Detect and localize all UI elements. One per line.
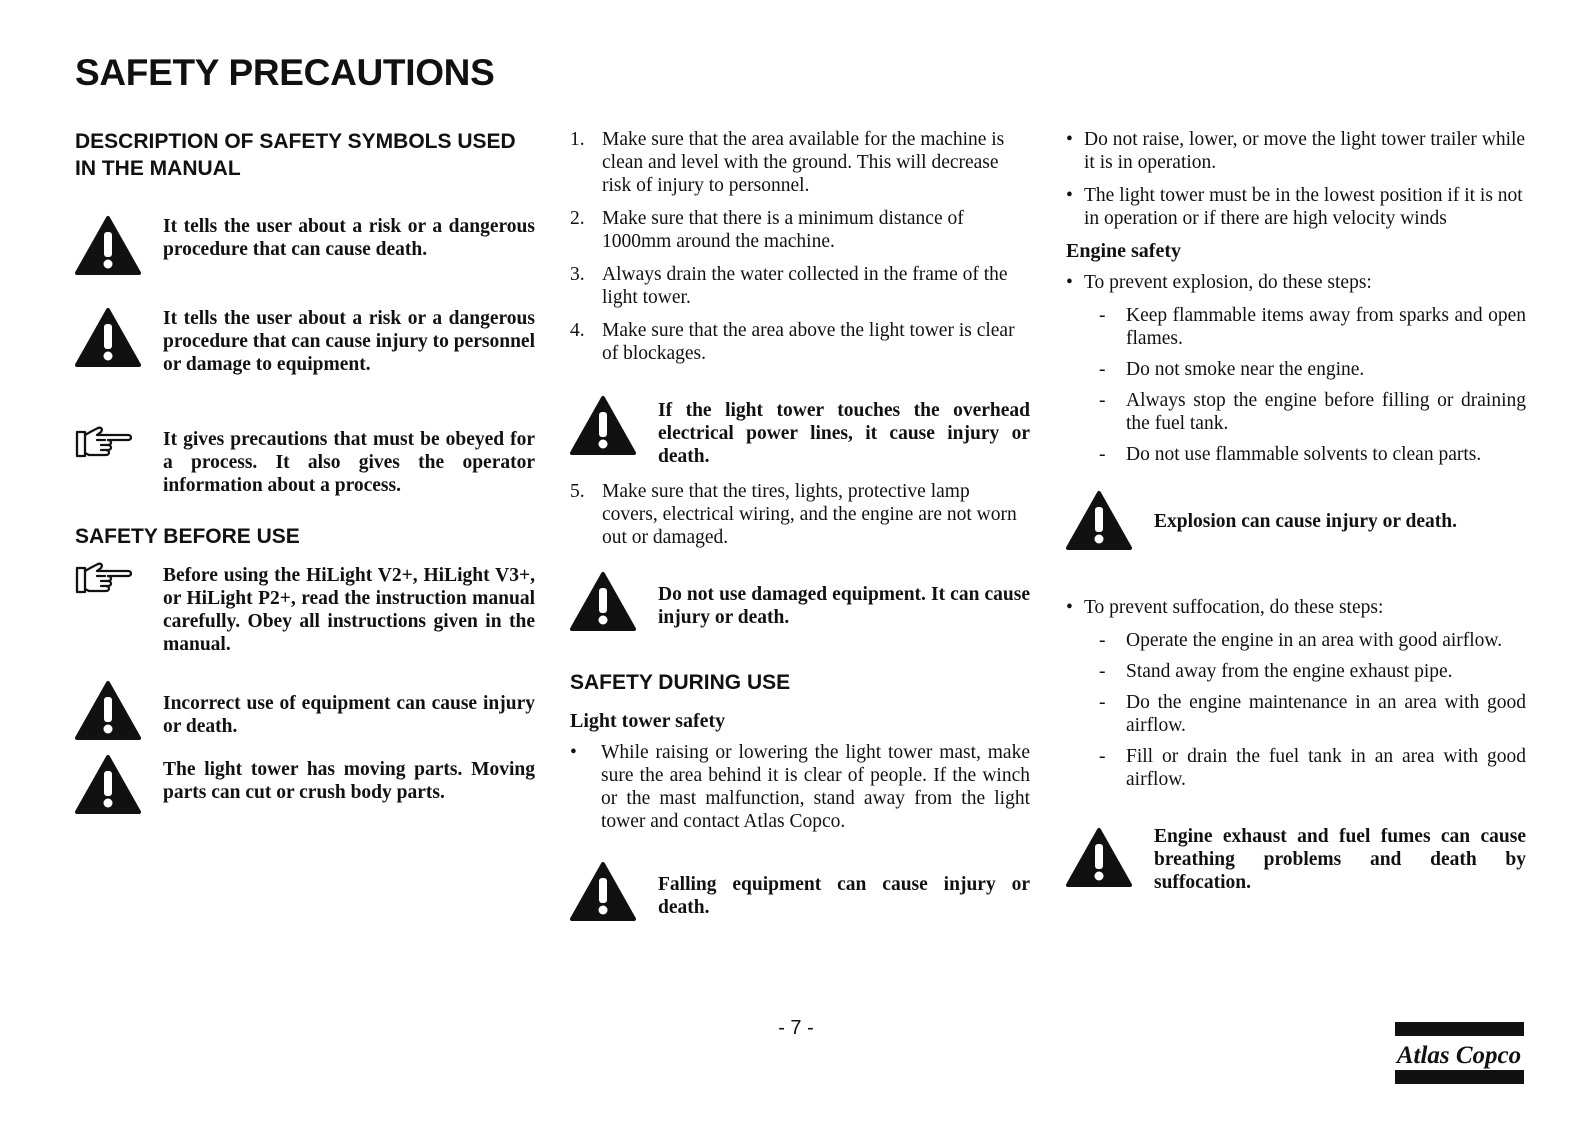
incorrect-use-warning	[75, 692, 535, 748]
dash-item: - Do not smoke near the engine.	[1099, 359, 1365, 380]
pointing-hand-icon	[75, 426, 133, 460]
bullet-item: • While raising or lowering the light tower mast, make sure the area behind it is clear of people. If the winch or the mast malfunction, stand away from the light tower and contact Atlas Copco.	[570, 742, 1030, 833]
column-left	[75, 128, 535, 814]
light-tower-safety-subheading: Light tower safety	[570, 710, 726, 733]
safety-before-use-heading: SAFETY BEFORE USE	[75, 524, 300, 548]
warning-text: Engine exhaust and fuel fumes can cause breathing problems and death by suffocation.	[1154, 826, 1526, 893]
dash-item: - Stand away from the engine exhaust pipe.	[1099, 661, 1453, 682]
warning-icon	[1066, 827, 1132, 887]
warning-text: Incorrect use of equipment can cause injury or death.	[163, 692, 535, 737]
numbered-step: 2. Make sure that there is a minimum distance of 1000mm around the machine.	[570, 208, 964, 252]
symbol-description: It tells the user about a risk or a dangerous procedure that can cause death.	[163, 215, 535, 260]
numbered-step: 1. Make sure that the area available for the machine is clean and level with the ground. This will decrease risk of injury to personnel.	[570, 129, 1005, 196]
explosion-warning	[1066, 510, 1526, 566]
warning-icon	[75, 307, 141, 367]
bullet-item: • The light tower must be in the lowest position if it is not in operation or if there are high velocity winds	[1066, 185, 1523, 229]
bullet-item: • To prevent explosion, do these steps:	[1066, 272, 1372, 293]
symbol-description: It tells the user about a risk or a dangerous procedure that can cause injury to personnel or damage to equipment.	[163, 307, 535, 375]
warning-text: Falling equipment can cause injury or death.	[658, 874, 1030, 919]
engine-safety-subheading: Engine safety	[1066, 240, 1181, 262]
power-lines-warning	[570, 399, 1030, 468]
warning-icon	[75, 215, 141, 275]
bullet-item: • Do not raise, lower, or move the light tower trailer while it is in operation.	[1066, 129, 1526, 173]
numbered-step: 5. Make sure that the tires, lights, protective lamp covers, electrical wiring, and the engine are not worn out or damaged.	[570, 481, 1017, 548]
warning-text: Explosion can cause injury or death.	[1154, 511, 1458, 532]
warning-text: The light tower has moving parts. Moving parts can cut or crush body parts.	[163, 758, 535, 803]
dash-item: - Operate the engine in an area with good airflow.	[1099, 630, 1503, 651]
dash-item: - Fill or drain the fuel tank in an area with good airflow.	[1099, 746, 1526, 790]
page-number: - 7 -	[778, 1017, 814, 1039]
symbol-description: It gives precautions that must be obeyed for a process. It also gives the operator information about a process.	[163, 428, 535, 496]
dash-item: - Do the engine maintenance in an area with good airflow.	[1099, 692, 1526, 736]
dash-item: - Keep flammable items away from sparks and open flames.	[1099, 305, 1526, 349]
svg-text:Atlas Copco: Atlas Copco	[1396, 1042, 1522, 1069]
warning-text: Do not use damaged equipment. It can cause injury or death.	[658, 584, 1030, 628]
page-title: SAFETY PRECAUTIONS	[75, 52, 495, 93]
pointing-hand-icon	[75, 562, 133, 596]
moving-parts-warning	[75, 758, 535, 814]
warning-icon	[570, 395, 636, 455]
symbol-precaution	[75, 428, 535, 497]
safety-during-use-heading: SAFETY DURING USE	[570, 671, 791, 694]
bullet-item: • To prevent suffocation, do these steps:	[1066, 597, 1384, 618]
warning-icon	[1066, 490, 1132, 550]
warning-text: If the light tower touches the overhead electrical power lines, it cause injury or death.	[658, 400, 1030, 467]
read-manual-note	[75, 564, 535, 656]
warning-icon	[570, 571, 636, 631]
numbered-step: 3. Always drain the water collected in the frame of the light tower.	[570, 264, 1008, 308]
numbered-step: 4. Make sure that the area above the light tower is clear of blockages.	[570, 320, 1015, 364]
symbol-injury	[75, 307, 535, 376]
symbols-heading: DESCRIPTION OF SAFETY SYMBOLS USED IN THE MANUAL	[75, 130, 516, 181]
falling-equipment-warning	[570, 873, 1030, 929]
warning-icon	[75, 680, 141, 740]
warning-icon	[75, 754, 141, 814]
column-middle	[570, 128, 1030, 929]
symbol-death	[75, 215, 535, 271]
warning-icon	[570, 861, 636, 921]
dash-item: - Always stop the engine before filling or draining the fuel tank.	[1099, 390, 1526, 434]
dash-item: - Do not use flammable solvents to clean parts.	[1099, 444, 1482, 465]
column-right	[1066, 128, 1526, 894]
damaged-equipment-warning	[570, 583, 1030, 639]
atlas-copco-logo	[1395, 1022, 1524, 1086]
note-text: Before using the HiLight V2+, HiLight V3+, or HiLight P2+, read the instruction manual carefully. Obey all instructions given in the manual.	[163, 564, 535, 655]
suffocation-warning	[1066, 825, 1526, 894]
